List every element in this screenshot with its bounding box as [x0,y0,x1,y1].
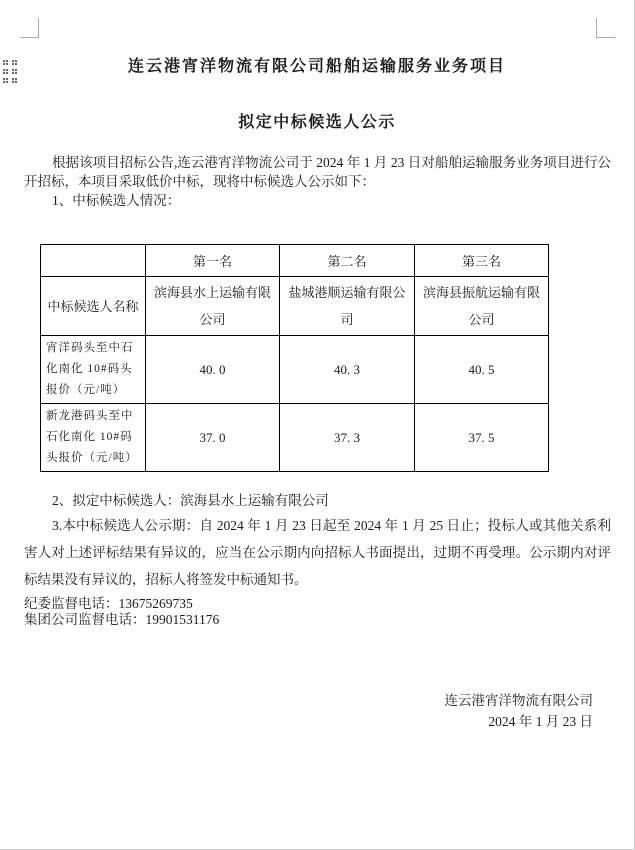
drag-handle-dot [3,78,8,83]
table-header-rank2: 第二名 [280,245,415,277]
margin-corner-mark-right-icon [596,18,615,38]
document-title: 连云港宵洋物流有限公司船舶运输服务业务项目 [127,58,506,75]
row-label-candidate-names: 中标候选人名称 [41,277,146,336]
signature-company: 连云港宵洋物流有限公司 [444,693,593,708]
drag-handle-dot [12,60,17,65]
drag-handle-dot [12,69,17,74]
intro-paragraph: 根据该项目招标公告,连云港宵洋物流公司于 2024 年 1 月 23 日对船舶运输服务业务项目进行公开招标，本项目采取低价中标，现将中标候选人公示如下： [24,155,611,189]
group-phone-line: 集团公司监督电话：19901531176 [24,612,220,627]
row-label-price-xiaoyang: 宵洋码头至中石化南化 10#码头报价（元/吨） [41,336,146,404]
candidate-name-2: 盐城港顺运输有限公司 [280,277,415,336]
table-row-price-xinlonggang [41,404,549,472]
price-xinlonggang-3: 37. 5 [415,404,549,472]
bid-candidates-table [40,244,549,472]
table-header-row [41,245,549,277]
price-xiaoyang-3: 40. 5 [415,336,549,404]
margin-corner-mark-left-icon [20,18,39,38]
price-xinlonggang-1: 37. 0 [146,404,280,472]
drag-handle-dot [3,60,8,65]
drag-handle-icon[interactable] [3,60,17,83]
discipline-phone-line: 纪委监督电话：13675269735 [24,596,193,611]
signature-date: 2024 年 1 月 23 日 [488,714,593,729]
drag-handle-dot [12,78,17,83]
table-header-rank1: 第一名 [146,245,280,277]
supervision-phones [24,596,611,628]
drag-handle-dot [3,69,8,74]
price-xinlonggang-2: 37. 3 [280,404,415,472]
table-row-price-xiaoyang [41,336,549,404]
list-item-2: 2、拟定中标候选人：滨海县水上运输有限公司 [52,493,329,508]
table-corner-cell [41,245,146,277]
row-label-price-xinlonggang: 新龙港码头至中石化南化 10#码头报价（元/吨） [41,404,146,472]
candidate-name-3: 滨海县振航运输有限公司 [415,277,549,336]
candidate-name-1: 滨海县水上运输有限公司 [146,277,280,336]
table-header-rank3: 第三名 [415,245,549,277]
table-row-candidate-names [41,277,549,336]
signature-block [0,690,593,732]
list-item-1: 1、中标候选人情况： [52,193,181,208]
price-xiaoyang-2: 40. 3 [280,336,415,404]
price-xiaoyang-1: 40. 0 [146,336,280,404]
document-subtitle: 拟定中标候选人公示 [238,114,396,131]
publicity-period-paragraph: 3.本中标候选人公示期：自 2024 年 1 月 23 日起至 2024 年 1 月 25 日止；投标人或其他关系利害人对上述评标结果有异议的，应当在公示期内向招标人书面提出，过期不再受理。公示期内对评标结果没有异议的，招标人将签发中标通知书。 [24,518,611,587]
